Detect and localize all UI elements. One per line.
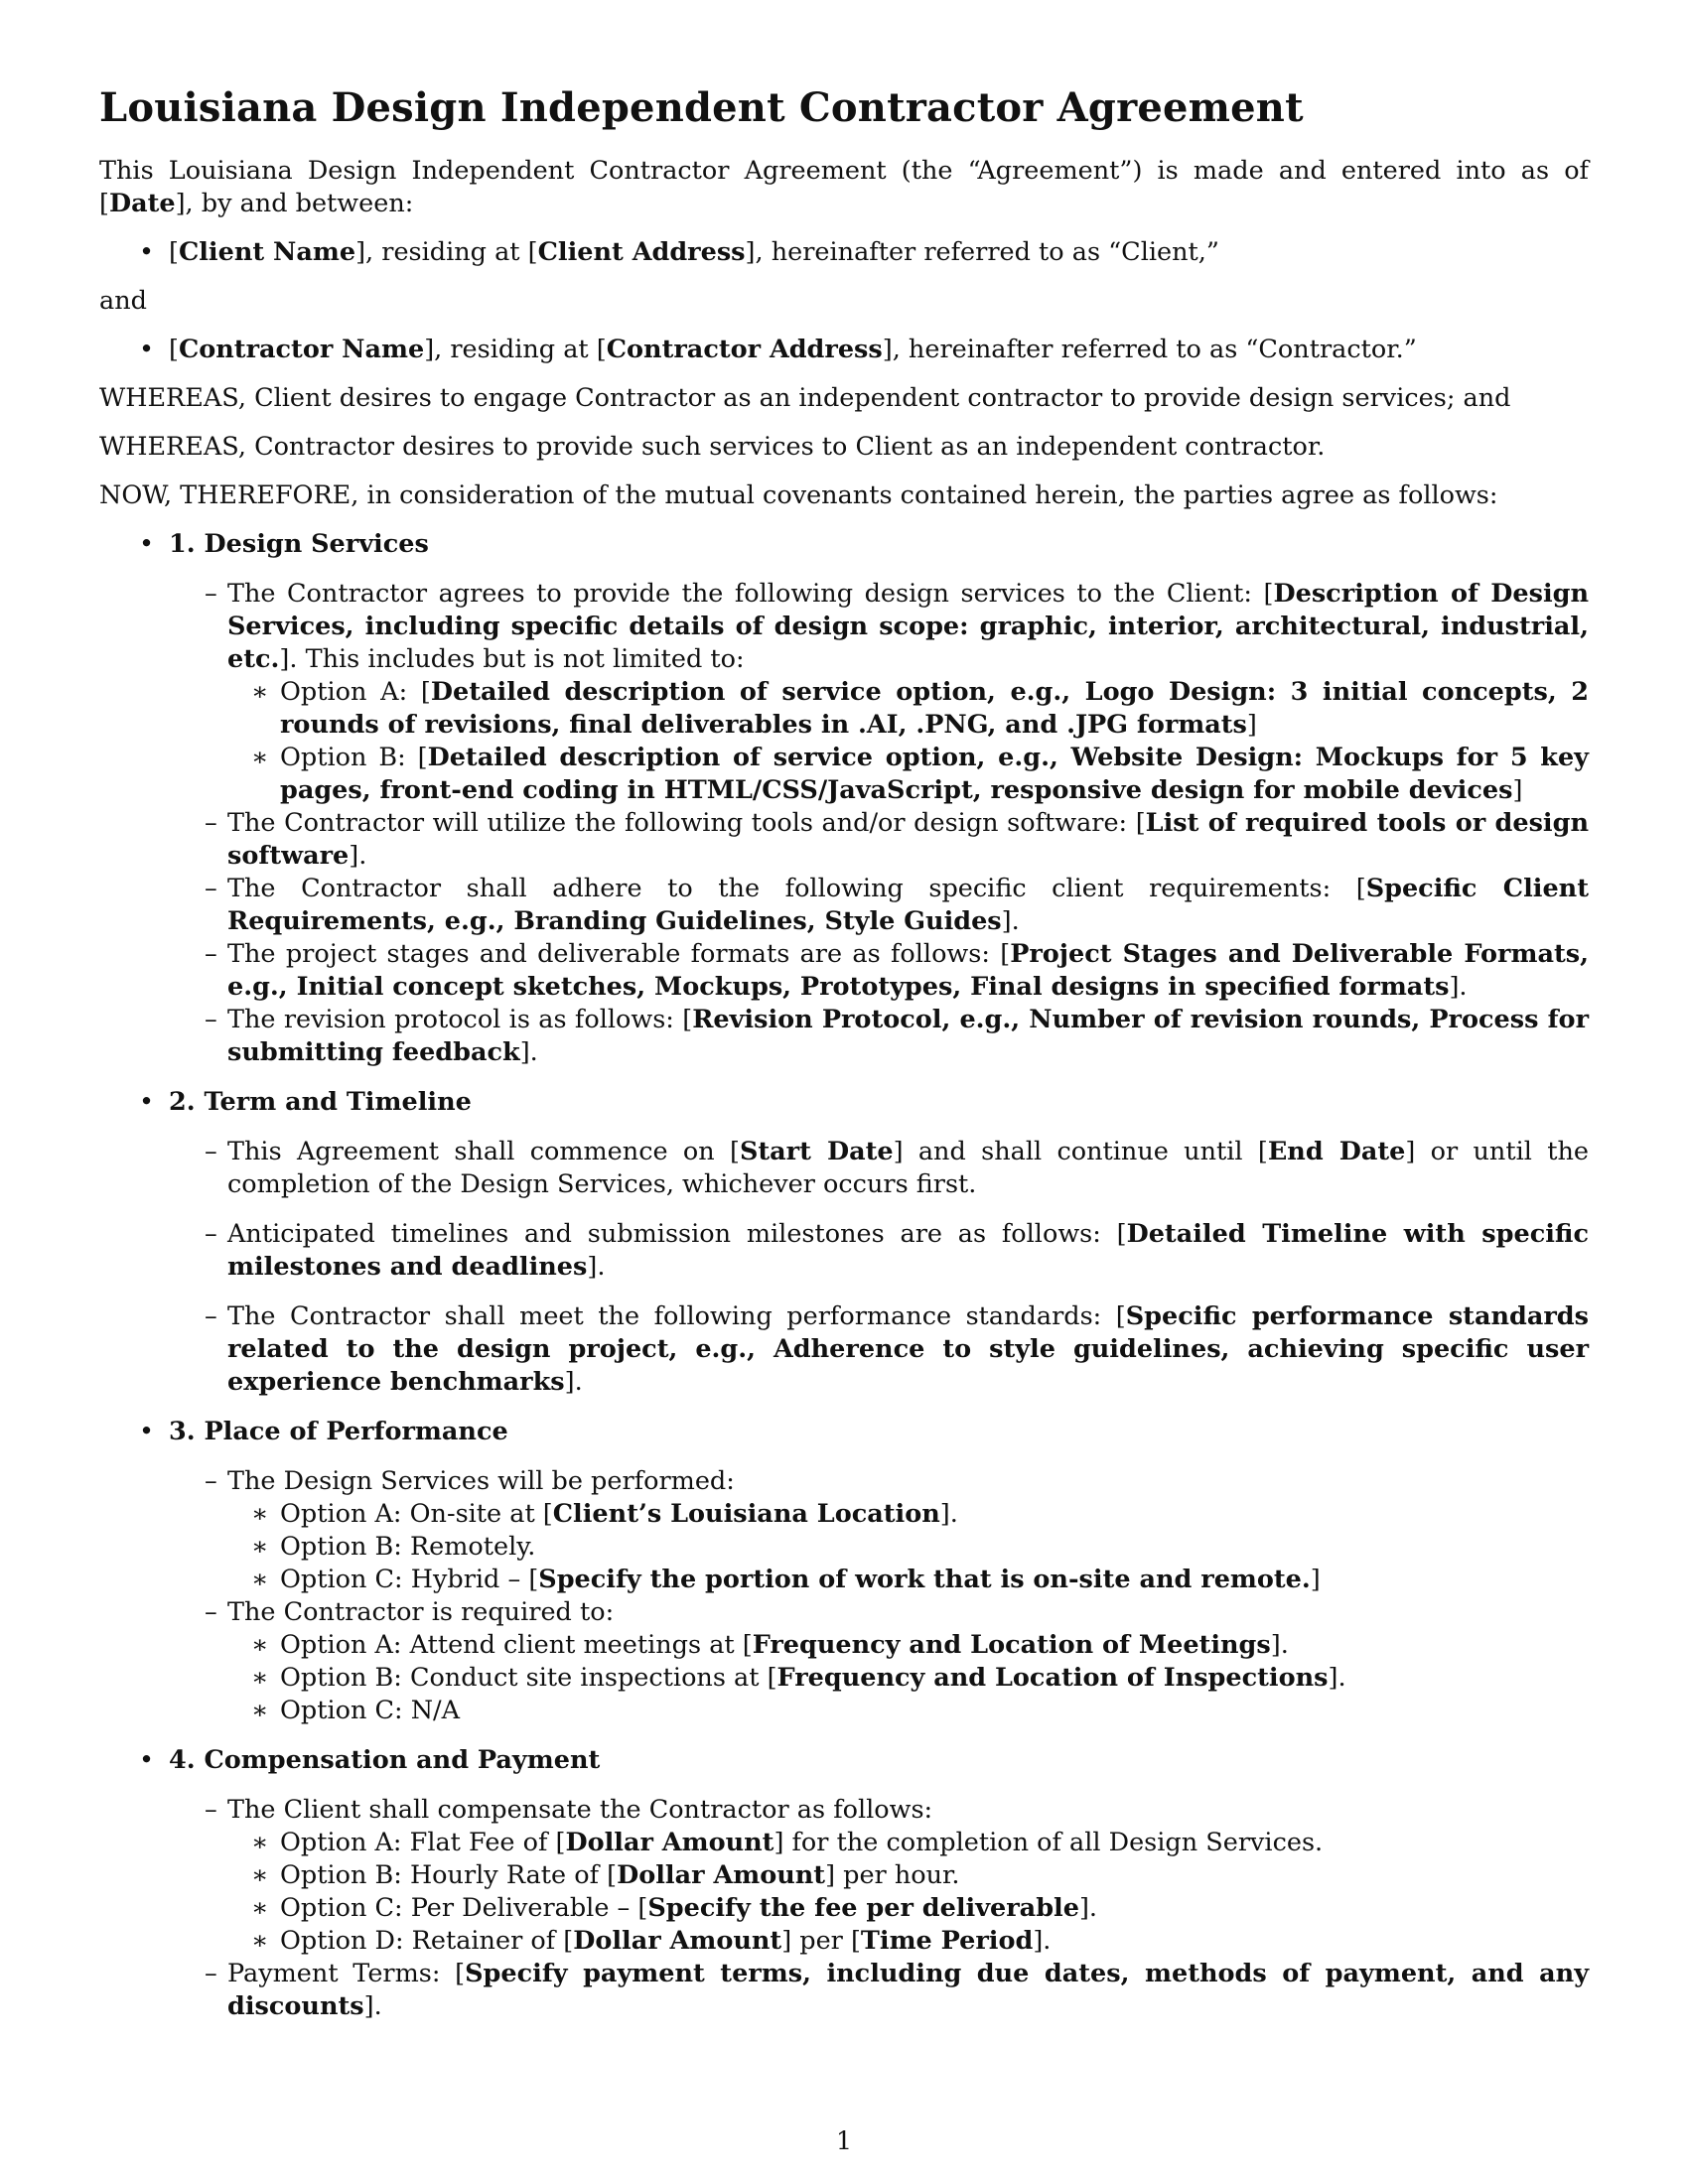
section-compensation <box>99 1744 1589 1777</box>
s2-item-timeline: – Anticipated timelines and submission milestones are as follows: [Detailed Timeline with specific milestones and deadlines]. <box>169 1218 1589 1284</box>
s4-item-compensate: – The Client shall compensate the Contractor as follows: ∗ Option A: Flat Fee of [Dollar Amount] for the completion of all Design Services. ∗ Option B: Hourly Rate of [Dollar Amount] per hour. ∗ Option C: Per Deliverable – [Specify the fee per deliverable]. ∗ Option D: Retainer of [Dollar Amount] per [Time Period]. <box>169 1794 1589 1958</box>
s1-option-a: ∗ Option A: [Detailed description of service option, e.g., Logo Design: 3 initial concepts, 2 rounds of revisions, final deliverables in .AI, .PNG, and .JPG formats] <box>227 676 1589 742</box>
s2-item-performance: – The Contractor shall meet the following performance standards: [Specific performance standards related to the design project, e.g., Adherence to style guidelines, achieving specific user experience benchmarks]. <box>169 1300 1589 1399</box>
s3-item-required: – The Contractor is required to: ∗ Option A: Attend client meetings at [Frequency and Location of Meetings]. ∗ Option B: Conduct site inspections at [Frequency and Location of Inspections]. ∗ Option C: N/A <box>169 1596 1589 1727</box>
contractor-party: • [Contractor Name], residing at [Contractor Address], hereinafter referred to as “Contractor.” <box>99 334 1589 366</box>
s1-option-b: ∗ Option B: [Detailed description of service option, e.g., Website Design: Mockups for 5 key pages, front-end coding in HTML/CSS/JavaScript, responsive design for mobile devices] <box>227 742 1589 807</box>
s1-item-tools: – The Contractor will utilize the following tools and/or design software: [List of required tools or design software]. <box>169 807 1589 873</box>
s4-option-a: ∗ Option A: Flat Fee of [Dollar Amount] for the completion of all Design Services. <box>227 1827 1589 1859</box>
s4-option-c: ∗ Option C: Per Deliverable – [Specify the fee per deliverable]. <box>227 1892 1589 1925</box>
s1-item-requirements: – The Contractor shall adhere to the following specific client requirements: [Specific Client Requirements, e.g., Branding Guidelines, Style Guides]. <box>169 873 1589 938</box>
now-therefore: NOW, THEREFORE, in consideration of the mutual covenants contained herein, the parties agree as follows: <box>99 480 1498 510</box>
s4-option-b: ∗ Option B: Hourly Rate of [Dollar Amount] per hour. <box>227 1859 1589 1892</box>
page-number: 1 <box>835 2126 853 2156</box>
section-title: • 3. Place of Performance <box>169 1417 508 1446</box>
s3-option-a: ∗ Option A: On-site at [Client’s Louisiana Location]. <box>227 1498 1589 1531</box>
s1-item-revision: – The revision protocol is as follows: [Revision Protocol, e.g., Number of revision rounds, Process for submitting feedback]. <box>169 1004 1589 1069</box>
s3-req-option-b: ∗ Option B: Conduct site inspections at [Frequency and Location of Inspections]. <box>227 1662 1589 1695</box>
section-title: • 2. Term and Timeline <box>169 1087 472 1117</box>
section-title: • 1. Design Services <box>169 529 429 559</box>
client-party: • [Client Name], residing at [Client Address], hereinafter referred to as “Client,” <box>99 236 1589 269</box>
and-text: and <box>99 286 147 316</box>
s1-item-stages: – The project stages and deliverable formats are as follows: [Project Stages and Deliverable Formats, e.g., Initial concept sketches, Mockups, Prototypes, Final designs in specified formats]. <box>169 938 1589 1004</box>
section-term-timeline <box>99 1086 1589 1119</box>
s3-req-option-a: ∗ Option A: Attend client meetings at [Frequency and Location of Meetings]. <box>227 1629 1589 1662</box>
s3-option-c: ∗ Option C: Hybrid – [Specify the portion of work that is on-site and remote.] <box>227 1564 1589 1596</box>
s4-option-d: ∗ Option D: Retainer of [Dollar Amount] per [Time Period]. <box>227 1925 1589 1958</box>
section-title: • 4. Compensation and Payment <box>169 1745 601 1775</box>
whereas-1: WHEREAS, Client desires to engage Contractor as an independent contractor to provide design services; and <box>99 383 1511 413</box>
s3-req-option-c: ∗ Option C: N/A <box>227 1695 1589 1727</box>
s2-item-commence: – This Agreement shall commence on [Start Date] and shall continue until [End Date] or until the completion of the Design Services, whichever occurs first. <box>169 1136 1589 1201</box>
s1-item-description: – The Contractor agrees to provide the following design services to the Client: [Description of Design Services, including specific details of design scope: graphic, interior, architectural, industrial, etc.]. This includes but is not limited to: ∗ Option A: [Detailed description of service option, e.g., Logo Design: 3 initial concepts, 2 rounds of revisions, final deliverables in .AI, .PNG, and .JPG formats] ∗ Option B: [Detailed description of service option, e.g., Website Design: Mockups for 5 key pages, front-end coding in HTML/CSS/JavaScript, responsive design for mobile devices] <box>169 578 1589 807</box>
s3-option-b: ∗ Option B: Remotely. <box>227 1531 1589 1564</box>
s3-item-performed: – The Design Services will be performed: ∗ Option A: On-site at [Client’s Louisiana Location]. ∗ Option B: Remotely. ∗ Option C: Hybrid – [Specify the portion of work that is on-site and remote.] <box>169 1465 1589 1596</box>
section-place-of-performance <box>99 1416 1589 1448</box>
section-design-services <box>99 528 1589 561</box>
document-title: Louisiana Design Independent Contractor Agreement <box>99 84 1304 131</box>
document-page <box>99 83 1589 2023</box>
whereas-2: WHEREAS, Contractor desires to provide such services to Client as an independent contractor. <box>99 432 1326 462</box>
intro-paragraph: This Louisiana Design Independent Contractor Agreement (the “Agreement”) is made and entered into as of [Date], by and between: <box>99 156 1589 218</box>
s4-item-payment-terms: – Payment Terms: [Specify payment terms, including due dates, methods of payment, and any discounts]. <box>169 1958 1589 2023</box>
